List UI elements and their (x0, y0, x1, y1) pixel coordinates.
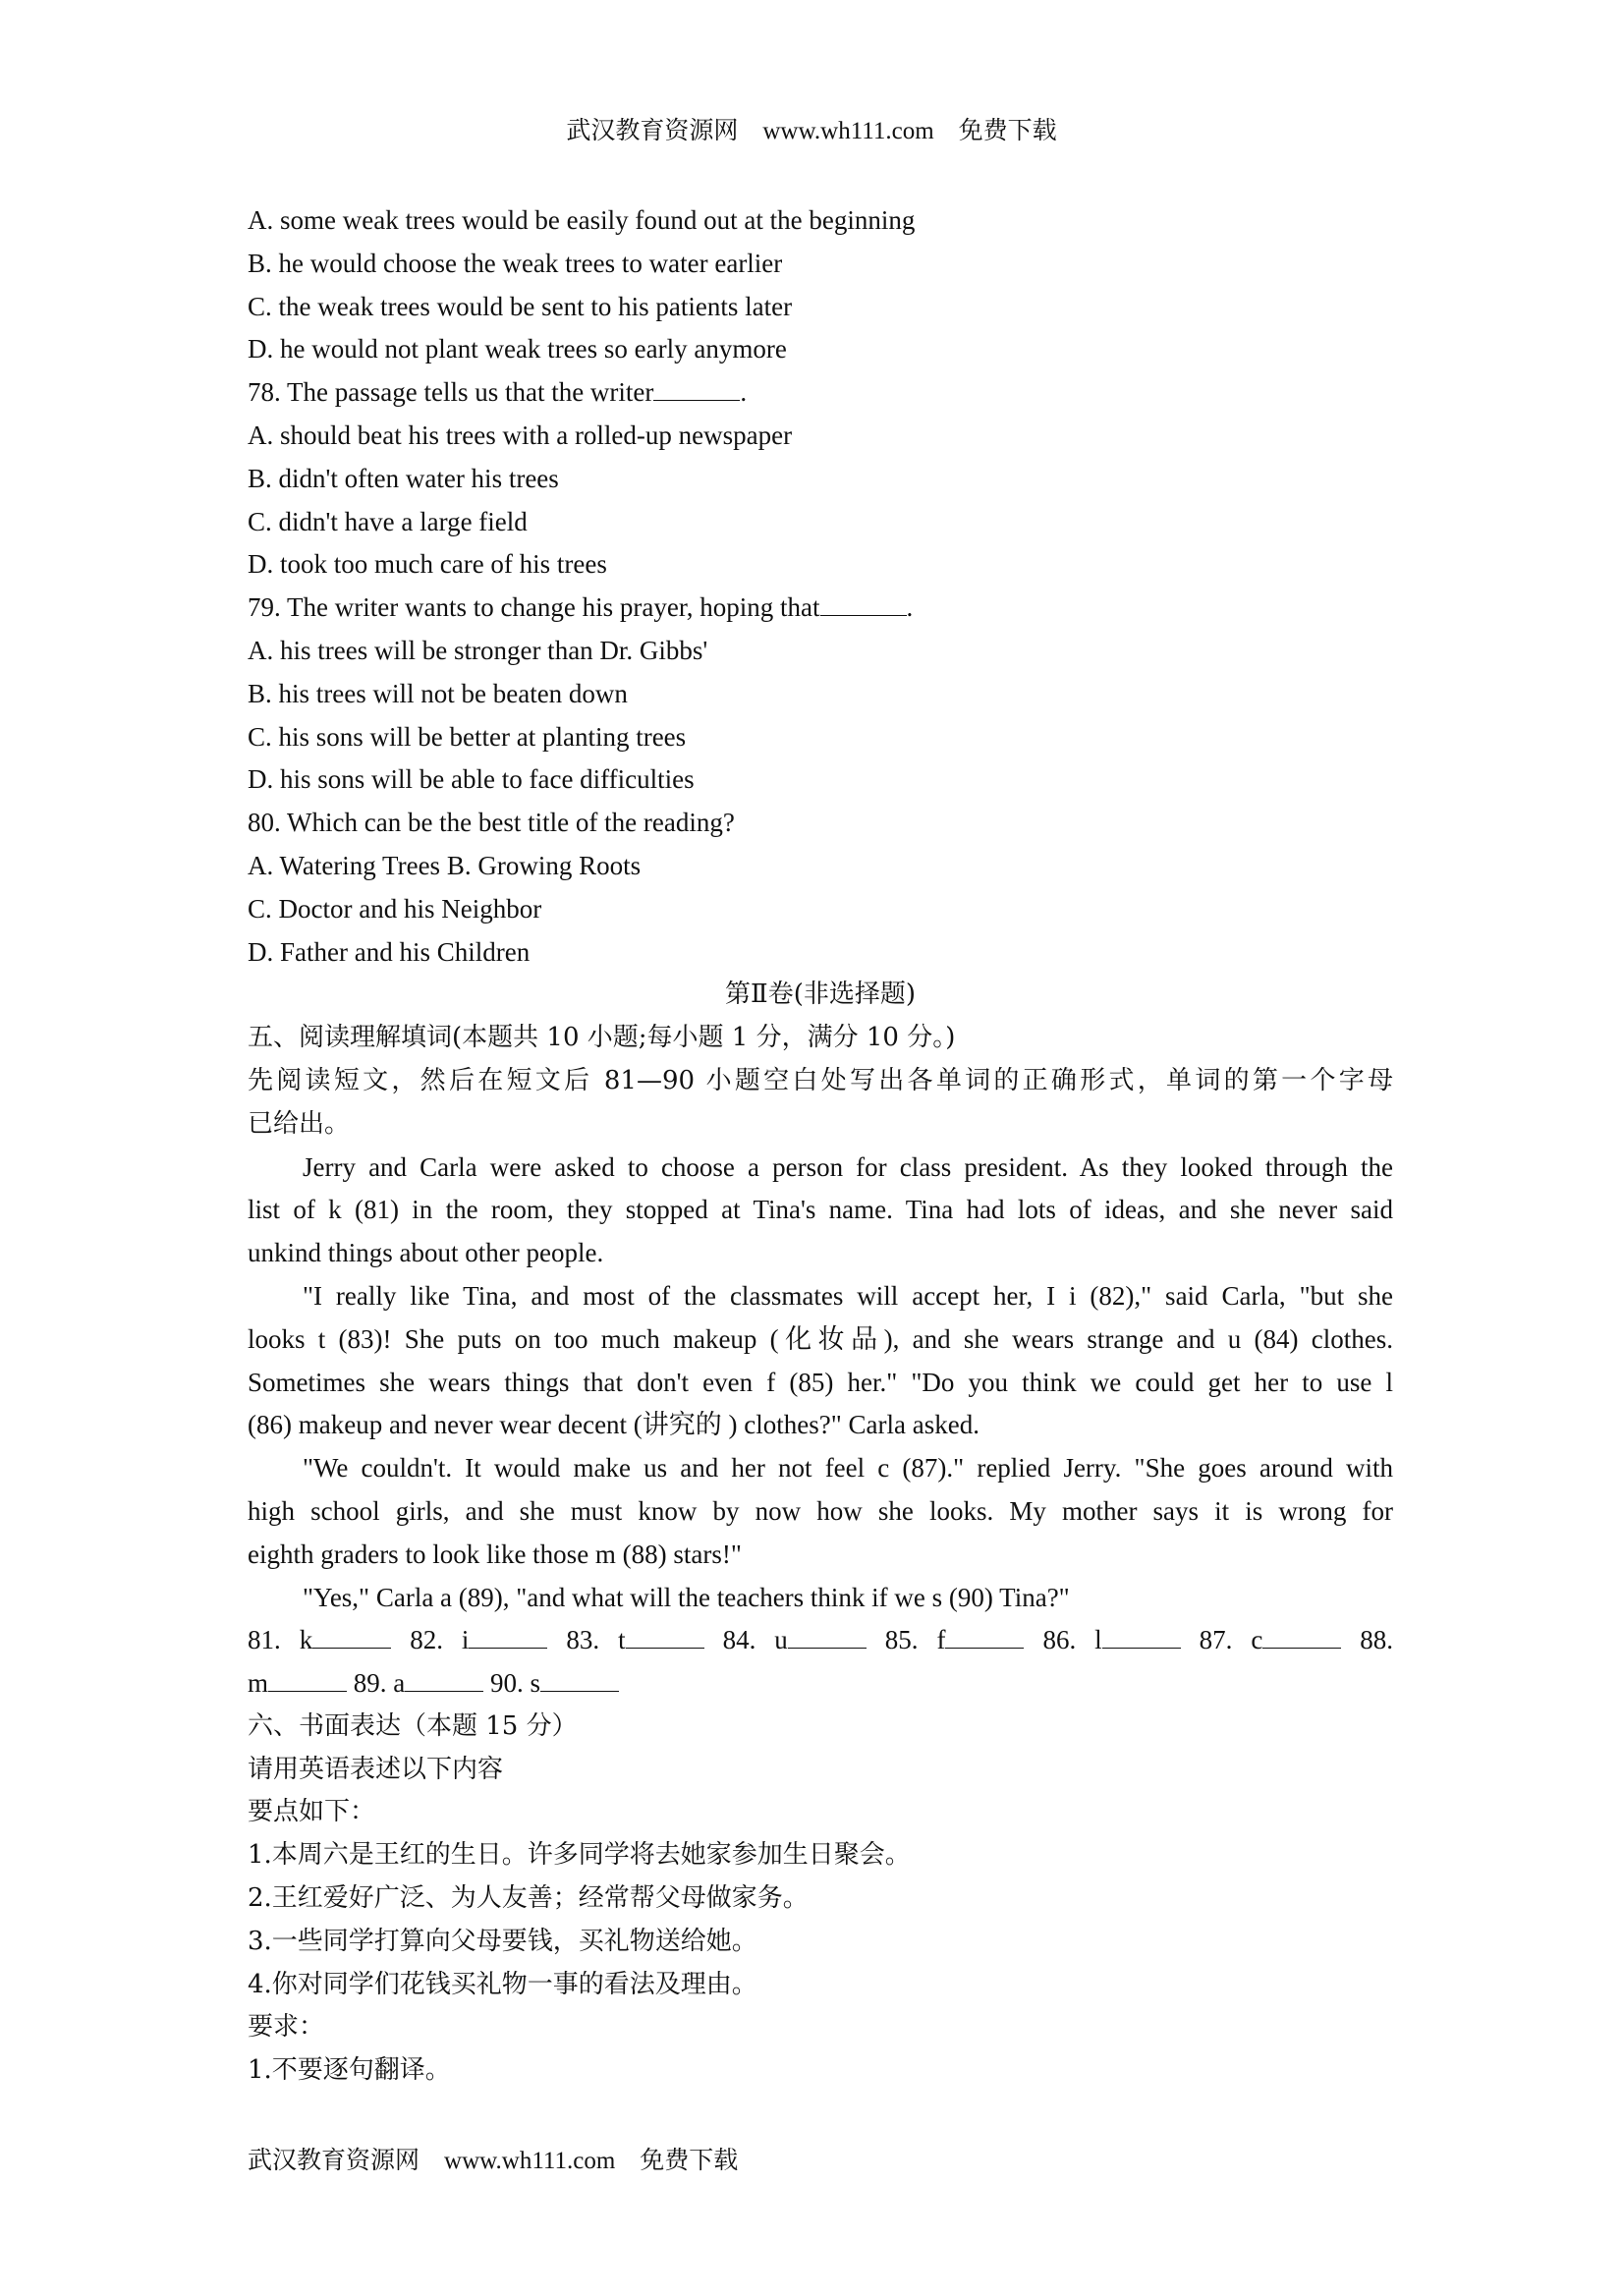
answer-81-blank (312, 1628, 391, 1649)
passage-line-8: "We couldn't. It would make us and her not feel c (87)." replied Jerry. "She goes around with (303, 1453, 1393, 1484)
answer-82-blank (469, 1628, 547, 1649)
q79-stem-text: 79. The writer wants to change his prayer, hoping that (248, 592, 820, 623)
answer-83-blank (626, 1628, 704, 1649)
passage-line-5: looks t (83)! She puts on too much makeup (化妆品), and she wears strange and u (84) clothes. (248, 1323, 1393, 1354)
q79-option-d: D. his sons will be able to face difficulties (248, 764, 695, 795)
passage-line-9: high school girls, and she must know by now how she looks. My mother says it is wrong for (248, 1495, 1393, 1526)
q79-option-b: B. his trees will not be beaten down (248, 678, 628, 708)
answer-81: 81. k (248, 1625, 391, 1654)
answer-89-blank (405, 1671, 483, 1692)
answer-85-blank (945, 1628, 1024, 1649)
q80-option-c: C. Doctor and his Neighbor (248, 893, 542, 924)
header-download-note: 免费下载 (958, 118, 1057, 144)
answer-88-blank (268, 1671, 347, 1692)
q78-option-d: D. took too much care of his trees (248, 549, 607, 580)
section6-point-3: 3.一些同学打算向父母要钱，买礼物送给她。 (248, 1926, 757, 1956)
answer-83: 83. t (566, 1625, 703, 1654)
answer-87-blank (1262, 1628, 1341, 1649)
answer-blanks-line-1 (248, 1619, 1393, 1662)
passage-line-3: unkind things about other people. (248, 1238, 604, 1268)
part2-title: 第Ⅱ卷(非选择题) (725, 980, 916, 1010)
q79-end: . (906, 592, 914, 623)
passage-line-6: Sometimes she wears things that don't even f (85) her." "Do you think we could get her to use l (248, 1367, 1393, 1397)
answer-87: 87. c (1200, 1625, 1342, 1654)
answer-84: 84. u (723, 1625, 867, 1654)
q77-option-b: B. he would choose the weak trees to water earlier (248, 248, 783, 278)
q78-option-a: A. should beat his trees with a rolled-up newspaper (248, 420, 793, 450)
answer-86-blank (1102, 1628, 1181, 1649)
q80-stem: 80. Which can be the best title of the reading? (248, 808, 735, 838)
q77-option-a: A. some weak trees would be easily found out at the beginning (248, 205, 916, 235)
passage-line-10: eighth graders to look like those m (88) stars!" (248, 1539, 742, 1569)
section6-requirements-label: 要求： (248, 2012, 325, 2043)
answer-blanks-line-2 (248, 1662, 1393, 1706)
section6-points-label: 要点如下： (248, 1797, 376, 1827)
q79-blank (820, 595, 907, 616)
answer-84-blank (788, 1628, 867, 1649)
section6-point-1: 1.本周六是王红的生日。许多同学将去她家参加生日聚会。 (248, 1840, 911, 1871)
q77-option-c: C. the weak trees would be sent to his patients later (248, 291, 793, 321)
q79-stem (248, 587, 1393, 630)
section6-requirement-1: 1.不要逐句翻译。 (248, 2055, 451, 2086)
section5-title: 五、阅读理解填词(本题共 10 小题;每小题 1 分，满分 10 分。) (248, 1023, 956, 1053)
footer-site-name: 武汉教育资源网 (248, 2148, 420, 2174)
q78-option-c: C. didn't have a large field (248, 506, 528, 536)
q79-option-c: C. his sons will be better at planting trees (248, 721, 687, 752)
section5-instructions-line1: 先阅读短文，然后在短文后 81—90 小题空白处写出各单词的正确形式，单词的第一个字母 (248, 1065, 1393, 1095)
answer-88: m (248, 1668, 347, 1698)
q78-option-b: B. didn't often water his trees (248, 463, 559, 493)
passage-line-7: (86) makeup and never wear decent (讲究的 ) clothes?" Carla asked. (248, 1410, 979, 1440)
page-header (0, 114, 1623, 149)
q79-option-a: A. his trees will be stronger than Dr. Gibbs' (248, 635, 708, 665)
footer-download-note: 免费下载 (640, 2148, 739, 2174)
q77-option-d: D. he would not plant weak trees so early anymore (248, 334, 787, 364)
q78-end: . (740, 377, 748, 408)
passage-line-1: Jerry and Carla were asked to choose a person for class president. As they looked through the (303, 1151, 1393, 1182)
passage-line-11: "Yes," Carla a (89), "and what will the teachers think if we s (90) Tina?" (303, 1582, 1070, 1612)
section5-instructions-line2: 已给出。 (248, 1108, 351, 1139)
answer-82: 82. i (410, 1625, 547, 1654)
answer-90: 90. s (490, 1668, 619, 1698)
footer-url: www.wh111.com (444, 2148, 616, 2174)
section6-point-4: 4.你对同学们花钱买礼物一事的看法及理由。 (248, 1969, 757, 1999)
header-url: www.wh111.com (762, 118, 934, 144)
q78-stem-text: 78. The passage tells us that the writer (248, 377, 654, 408)
passage-line-4: "I really like Tina, and most of the classmates will accept her, I i (82)," said Carla, "but she (303, 1280, 1393, 1311)
section6-point-2: 2.王红爱好广泛、为人友善；经常帮父母做家务。 (248, 1883, 809, 1914)
answer-89: 89. a (354, 1668, 483, 1698)
answer-85: 85. f (885, 1625, 1025, 1654)
page-footer (248, 2144, 738, 2179)
passage-line-2: list of k (81) in the room, they stopped at Tina's name. Tina had lots of ideas, and she never said (248, 1195, 1393, 1225)
answer-88-label: 88. (1360, 1625, 1393, 1655)
section6-prompt: 请用英语表述以下内容 (248, 1754, 504, 1784)
q80-option-ab: A. Watering Trees B. Growing Roots (248, 850, 642, 880)
section6-title: 六、书面表达（本题 15 分） (248, 1710, 578, 1741)
q78-blank (653, 380, 740, 401)
answer-86: 86. l (1042, 1625, 1180, 1654)
page-content (248, 199, 1393, 2093)
header-site-name: 武汉教育资源网 (566, 118, 739, 144)
q78-stem (248, 371, 1393, 415)
q80-option-d: D. Father and his Children (248, 936, 531, 967)
answer-90-blank (540, 1671, 619, 1692)
